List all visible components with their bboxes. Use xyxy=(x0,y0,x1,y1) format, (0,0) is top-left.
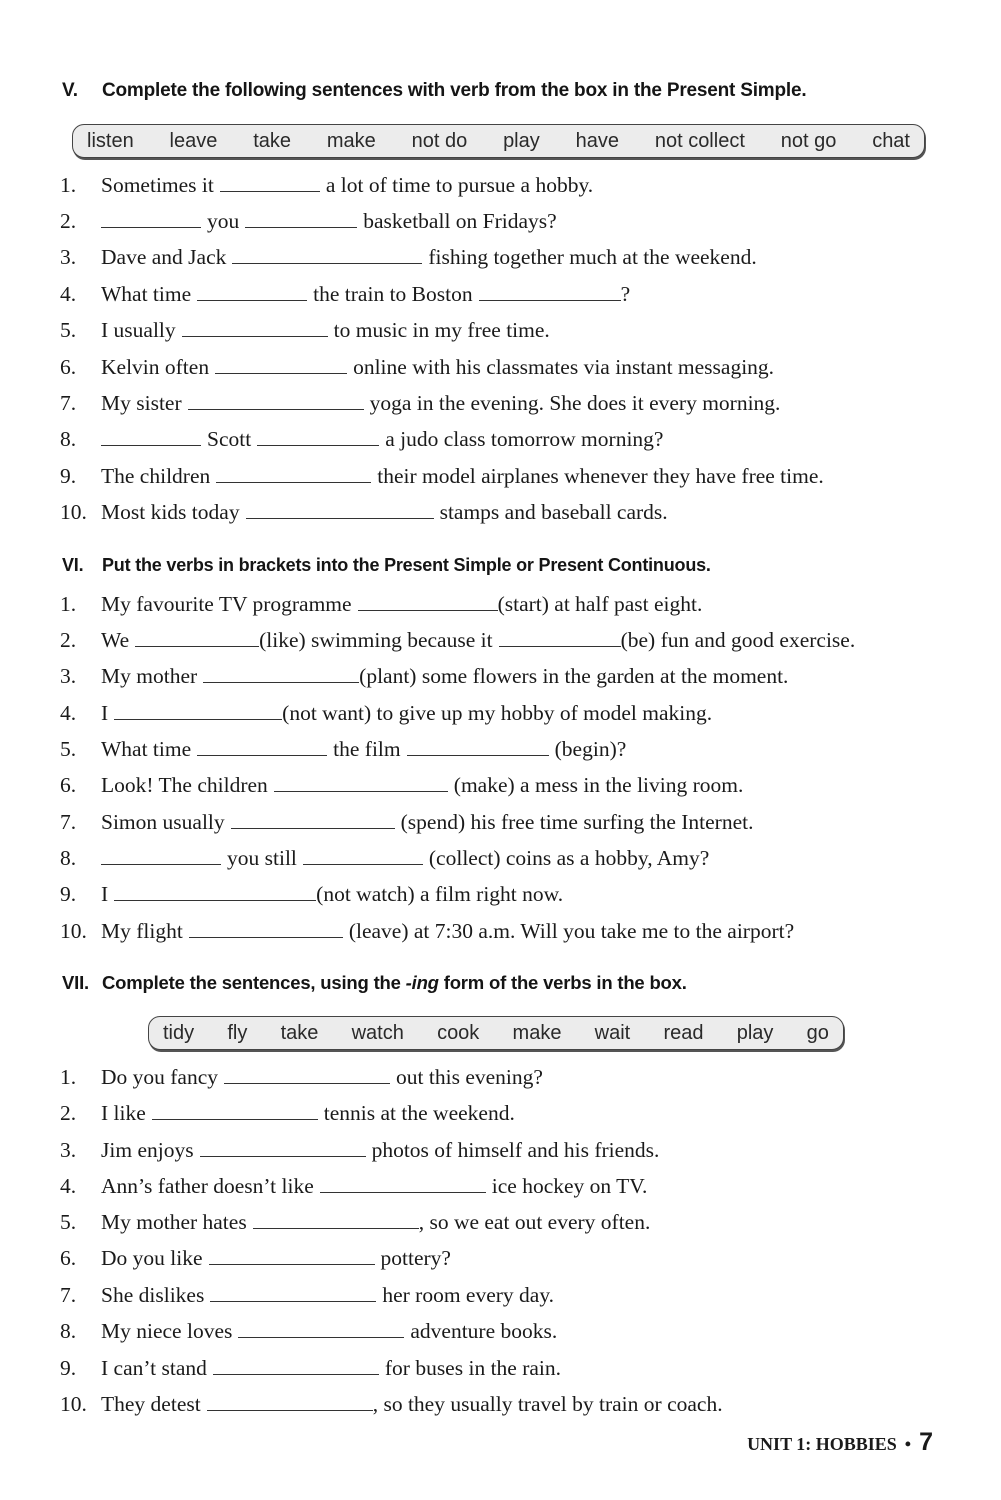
exercise-item xyxy=(60,1246,451,1271)
item-text: tennis at the weekend. xyxy=(323,1101,515,1125)
word-box-item: go xyxy=(806,1021,829,1044)
item-text: (collect) coins as a hobby, Amy? xyxy=(428,846,710,870)
answer-blank[interactable] xyxy=(197,754,327,756)
item-number: 9. xyxy=(60,1356,77,1380)
answer-blank[interactable] xyxy=(238,1336,404,1338)
answer-blank[interactable] xyxy=(303,863,423,865)
item-text: you xyxy=(207,209,240,233)
item-text: What time xyxy=(101,737,192,761)
answer-blank[interactable] xyxy=(203,681,359,683)
exercise-item xyxy=(60,1138,659,1163)
answer-blank[interactable] xyxy=(152,1118,318,1120)
bullet-icon: • xyxy=(904,1434,912,1454)
answer-blank[interactable] xyxy=(407,754,549,756)
exercise-item xyxy=(60,737,626,762)
exercise-item xyxy=(60,1392,723,1417)
item-number: 1. xyxy=(60,1065,77,1089)
item-text: My sister xyxy=(101,391,182,415)
exercise-item xyxy=(60,1319,557,1344)
word-box-item: make xyxy=(326,129,376,152)
answer-blank[interactable] xyxy=(101,444,201,446)
word-box-section-7 xyxy=(148,1016,844,1050)
item-text: (make) a mess in the living room. xyxy=(453,773,744,797)
item-number: 10. xyxy=(60,1392,87,1416)
item-text: (leave) at 7:30 a.m. Will you take me to the airport? xyxy=(348,919,795,943)
instruction-text: Complete the sentences, using the xyxy=(102,972,401,993)
answer-blank[interactable] xyxy=(114,718,282,720)
item-text: (not watch) a film right now. xyxy=(316,882,564,906)
word-box-item: wait xyxy=(594,1021,631,1044)
section-instruction xyxy=(102,972,687,994)
item-number: 8. xyxy=(60,427,77,451)
exercise-item xyxy=(60,1101,515,1126)
item-text: stamps and baseball cards. xyxy=(439,500,668,524)
item-text: (start) at half past eight. xyxy=(497,592,703,616)
answer-blank[interactable] xyxy=(182,335,328,337)
item-text: My mother hates xyxy=(101,1210,247,1234)
item-number: 1. xyxy=(60,173,77,197)
answer-blank[interactable] xyxy=(320,1191,486,1193)
item-number: 8. xyxy=(60,1319,77,1343)
item-text: Jim enjoys xyxy=(101,1138,194,1162)
exercise-item xyxy=(60,882,563,907)
item-text: the train to Boston xyxy=(313,282,473,306)
item-text: pottery? xyxy=(380,1246,451,1270)
item-text: to music in my free time. xyxy=(333,318,550,342)
answer-blank[interactable] xyxy=(197,299,307,301)
word-box-section-5 xyxy=(72,124,925,158)
item-text: (plant) some flowers in the garden at the moment. xyxy=(359,664,789,688)
exercise-item xyxy=(60,500,668,525)
answer-blank[interactable] xyxy=(189,936,343,938)
item-text: the film xyxy=(333,737,401,761)
item-text: My flight xyxy=(101,919,183,943)
item-number: 4. xyxy=(60,701,77,725)
item-text: , so we eat out every often. xyxy=(418,1210,651,1234)
exercise-item xyxy=(60,391,780,416)
answer-blank[interactable] xyxy=(101,226,201,228)
item-number: 2. xyxy=(60,1101,77,1125)
item-number: 2. xyxy=(60,209,77,233)
answer-blank[interactable] xyxy=(257,444,379,446)
item-text: Do you like xyxy=(101,1246,203,1270)
item-number: 6. xyxy=(60,1246,77,1270)
item-number: 1. xyxy=(60,592,77,616)
item-number: 5. xyxy=(60,1210,77,1234)
answer-blank[interactable] xyxy=(114,899,316,901)
word-box-item: have xyxy=(575,129,619,152)
exercise-item xyxy=(60,1283,554,1308)
exercise-item xyxy=(60,701,712,726)
item-text: online with his classmates via instant messaging. xyxy=(353,355,775,379)
answer-blank[interactable] xyxy=(210,1300,376,1302)
item-text: I can’t stand xyxy=(101,1356,207,1380)
item-text: ice hockey on TV. xyxy=(491,1174,648,1198)
answer-blank[interactable] xyxy=(215,372,347,374)
item-number: 3. xyxy=(60,245,77,269)
answer-blank[interactable] xyxy=(232,262,422,264)
item-text: (not want) to give up my hobby of model making. xyxy=(282,701,713,725)
word-box-item: play xyxy=(736,1021,774,1044)
section-number: VI. xyxy=(62,555,84,575)
item-text: for buses in the rain. xyxy=(384,1356,562,1380)
exercise-item xyxy=(60,628,855,653)
exercise-item xyxy=(60,1356,561,1381)
item-text: My niece loves xyxy=(101,1319,233,1343)
unit-label: UNIT 1: HOBBIES xyxy=(747,1434,897,1454)
item-text: (spend) his free time surfing the Internet. xyxy=(400,810,754,834)
item-number: 6. xyxy=(60,355,77,379)
section-instruction: Put the verbs in brackets into the Present Simple or Present Continuous. xyxy=(102,555,711,575)
word-box-item: watch xyxy=(351,1021,404,1044)
item-text: her room every day. xyxy=(382,1283,555,1307)
item-text: Look! The children xyxy=(101,773,268,797)
item-text: you still xyxy=(227,846,297,870)
word-box-item: fly xyxy=(227,1021,248,1044)
answer-blank[interactable] xyxy=(207,1409,373,1411)
exercise-item xyxy=(60,355,774,380)
item-number: 2. xyxy=(60,628,77,652)
answer-blank[interactable] xyxy=(188,408,364,410)
word-box-item: not do xyxy=(411,129,468,152)
item-text: Dave and Jack xyxy=(101,245,227,269)
answer-blank[interactable] xyxy=(231,827,395,829)
item-text: I like xyxy=(101,1101,146,1125)
item-number: 6. xyxy=(60,773,77,797)
word-box-item: listen xyxy=(87,129,134,152)
item-text: Sometimes it xyxy=(101,173,214,197)
item-number: 10. xyxy=(60,919,87,943)
answer-blank[interactable] xyxy=(253,1227,419,1229)
item-number: 10. xyxy=(60,500,87,524)
exercise-item xyxy=(60,1065,543,1090)
item-text: My favourite TV programme xyxy=(101,592,352,616)
item-text: , so they usually travel by train or coach. xyxy=(372,1392,723,1416)
exercise-item xyxy=(60,173,593,198)
item-number: 8. xyxy=(60,846,77,870)
exercise-item xyxy=(60,464,824,489)
exercise-item xyxy=(60,846,709,871)
answer-blank[interactable] xyxy=(246,517,434,519)
item-number: 7. xyxy=(60,810,77,834)
exercise-item xyxy=(60,664,788,689)
item-number: 9. xyxy=(60,464,77,488)
exercise-item xyxy=(60,209,557,234)
item-text: a judo class tomorrow morning? xyxy=(385,427,664,451)
item-text: photos of himself and his friends. xyxy=(371,1138,660,1162)
answer-blank[interactable] xyxy=(224,1082,390,1084)
exercise-item xyxy=(60,1174,647,1199)
item-text: basketball on Fridays? xyxy=(363,209,557,233)
word-box-item: not go xyxy=(780,129,837,152)
exercise-item xyxy=(60,245,757,270)
item-text: (begin)? xyxy=(554,737,627,761)
item-number: 3. xyxy=(60,664,77,688)
answer-blank[interactable] xyxy=(209,1263,375,1265)
item-text: What time xyxy=(101,282,192,306)
item-text: a lot of time to pursue a hobby. xyxy=(325,173,594,197)
section-number: VII. xyxy=(62,972,89,993)
answer-blank[interactable] xyxy=(101,863,221,865)
section-5-heading xyxy=(62,80,806,102)
exercise-item xyxy=(60,318,550,343)
word-box-item: leave xyxy=(169,129,218,152)
word-box-item: take xyxy=(280,1021,319,1044)
item-text: I xyxy=(101,882,109,906)
section-instruction: Complete the following sentences with verb from the box in the Present Simple. xyxy=(102,80,807,101)
exercise-item xyxy=(60,592,702,617)
item-text: My mother xyxy=(101,664,198,688)
item-text: They detest xyxy=(101,1392,201,1416)
item-text: We xyxy=(101,628,130,652)
item-text: Do you fancy xyxy=(101,1065,219,1089)
item-text: Most kids today xyxy=(101,500,240,524)
word-box-item: chat xyxy=(872,129,910,152)
word-box-item: play xyxy=(503,129,540,152)
item-number: 7. xyxy=(60,391,77,415)
item-text: Ann’s father doesn’t like xyxy=(101,1174,314,1198)
answer-blank[interactable] xyxy=(220,190,320,192)
item-text: The children xyxy=(101,464,211,488)
answer-blank[interactable] xyxy=(200,1155,366,1157)
word-box-item: not collect xyxy=(654,129,745,152)
item-number: 4. xyxy=(60,282,77,306)
item-number: 5. xyxy=(60,318,77,342)
answer-blank[interactable] xyxy=(274,790,448,792)
item-number: 5. xyxy=(60,737,77,761)
word-box-item: read xyxy=(663,1021,704,1044)
exercise-item xyxy=(60,810,753,835)
item-text: yoga in the evening. She does it every morning. xyxy=(369,391,781,415)
item-text: (like) swimming because it xyxy=(259,628,493,652)
exercise-item xyxy=(60,427,663,452)
item-text: Kelvin often xyxy=(101,355,210,379)
item-text: I xyxy=(101,701,109,725)
item-text: adventure books. xyxy=(410,1319,558,1343)
answer-blank[interactable] xyxy=(358,609,498,611)
item-number: 3. xyxy=(60,1138,77,1162)
item-text: fishing together much at the weekend. xyxy=(428,245,757,269)
item-text: out this evening? xyxy=(396,1065,543,1089)
page-footer xyxy=(747,1428,933,1457)
section-number: V. xyxy=(62,80,78,101)
answer-blank[interactable] xyxy=(499,645,621,647)
item-text: Simon usually xyxy=(101,810,225,834)
answer-blank[interactable] xyxy=(479,299,621,301)
exercise-item xyxy=(60,282,630,307)
section-7-heading xyxy=(62,972,687,994)
item-number: 4. xyxy=(60,1174,77,1198)
item-text: their model airplanes whenever they have free time. xyxy=(377,464,824,488)
instruction-text: form of the verbs in the box. xyxy=(443,972,687,993)
answer-blank[interactable] xyxy=(245,226,357,228)
item-text: I usually xyxy=(101,318,176,342)
item-number: 9. xyxy=(60,882,77,906)
item-text: (be) fun and good exercise. xyxy=(620,628,856,652)
answer-blank[interactable] xyxy=(213,1373,379,1375)
word-box-item: make xyxy=(512,1021,562,1044)
item-number: 7. xyxy=(60,1283,77,1307)
word-box-item: tidy xyxy=(163,1021,195,1044)
answer-blank[interactable] xyxy=(216,481,371,483)
item-text: ? xyxy=(620,282,631,306)
exercise-item xyxy=(60,1210,650,1235)
word-box-item: cook xyxy=(437,1021,480,1044)
item-text: She dislikes xyxy=(101,1283,205,1307)
word-box-item: take xyxy=(253,129,292,152)
page-number: 7 xyxy=(919,1428,933,1456)
exercise-item xyxy=(60,919,794,944)
exercise-item xyxy=(60,773,743,798)
item-text: Scott xyxy=(207,427,252,451)
instruction-emphasis: -ing xyxy=(405,972,439,993)
section-6-heading xyxy=(62,555,711,576)
answer-blank[interactable] xyxy=(135,645,259,647)
